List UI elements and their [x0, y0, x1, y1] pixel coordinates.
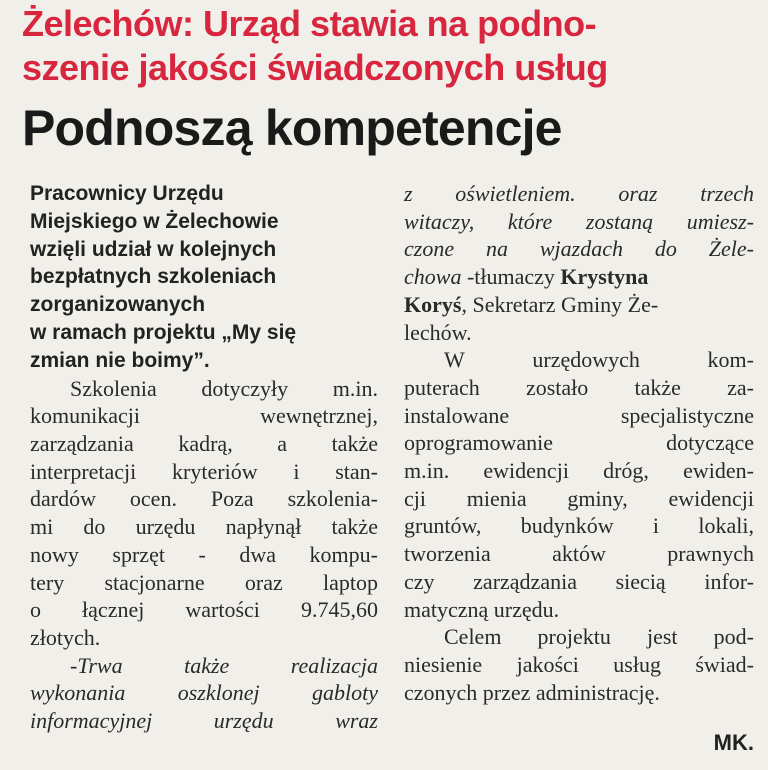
- body-line: matyczną urzędu.: [404, 596, 560, 622]
- lead-line: w ramach projektu „My się: [30, 320, 297, 344]
- attribution-verb: -tłumaczy: [461, 264, 561, 290]
- quote-line: witaczy, które zostaną umiesz-: [404, 208, 754, 234]
- quote-end: chowa: [404, 264, 462, 290]
- kicker-line-2: szenie jakości świadczonych usług: [22, 47, 608, 88]
- body-line: instalowane specjalistyczne: [404, 402, 754, 428]
- lead-line: bezpłatnych szkoleniach: [30, 265, 277, 289]
- speaker-title: , Sekretarz Gminy Że-: [461, 291, 659, 317]
- body-line: czonych przez administrację.: [404, 679, 660, 705]
- quote-line: -Trwa także realizacja: [70, 652, 378, 678]
- body-line: o łącznej wartości 9.745,60: [30, 597, 378, 623]
- body-line: Szkolenia dotyczyły m.in.: [70, 375, 378, 401]
- body-line: złotych.: [30, 624, 101, 650]
- left-column: [30, 180, 378, 735]
- lead-line: Pracownicy Urzędu: [30, 182, 224, 205]
- body-line: Celem projektu jest pod-: [444, 624, 754, 650]
- lead-line: wzięli udział w kolejnych: [30, 237, 277, 261]
- body-line: W urzędowych kom-: [444, 347, 754, 373]
- kicker-headline: [22, 2, 762, 90]
- author-signature: MK.: [713, 730, 754, 755]
- body-line: cji mienia gminy, ewidencji: [404, 485, 754, 511]
- main-headline: Podnoszą kompetencje: [22, 100, 562, 156]
- body-line: zarządzania kadrą, a także: [30, 430, 378, 456]
- lead-paragraph: [30, 180, 378, 375]
- attribution-line: [404, 263, 754, 291]
- speaker-last-name: Koryś: [404, 291, 462, 317]
- quote-line: z oświetleniem. oraz trzech: [404, 181, 754, 206]
- body-line: nowy sprzęt - dwa kompu-: [30, 541, 378, 567]
- lead-line: Miejskiego w Żelechowie: [30, 209, 279, 233]
- body-line: m.in. ewidencji dróg, ewiden-: [404, 458, 754, 484]
- body-line: tery stacjonarne oraz laptop: [30, 569, 378, 595]
- body-line: interpretacji kryteriów i stan-: [30, 458, 378, 484]
- lead-line: zorganizowanych: [30, 293, 206, 317]
- kicker-line-1: Żelechów: Urząd stawia na podno-: [22, 3, 597, 44]
- body-line: tworzenia aktów prawnych: [404, 541, 754, 567]
- attribution-line: [404, 291, 754, 319]
- left-body-text: [30, 375, 378, 735]
- right-column: [404, 180, 754, 706]
- quote-line: czone na wjazdach do Żele-: [404, 236, 754, 262]
- lead-line: zmian nie boimy”.: [30, 348, 210, 372]
- quote-line: informacyjnej urzędu wraz: [30, 708, 378, 734]
- body-line: puterach zostało także za-: [404, 374, 754, 400]
- body-line: komunikacji wewnętrznej,: [30, 403, 378, 429]
- body-line: lechów.: [404, 319, 472, 345]
- body-line: gruntów, budynków i lokali,: [404, 513, 754, 539]
- body-line: oprogramowanie dotyczące: [404, 430, 754, 456]
- quote-line: wykonania oszklonej gabloty: [30, 680, 378, 706]
- body-line: czy zarządzania siecią infor-: [404, 568, 754, 594]
- speaker-first-name: Krystyna: [560, 264, 649, 290]
- body-line: mi do urzędu napłynął także: [30, 514, 378, 540]
- body-line: dardów ocen. Poza szkolenia-: [30, 486, 378, 512]
- body-line: niesienie jakości usług świad-: [404, 651, 754, 677]
